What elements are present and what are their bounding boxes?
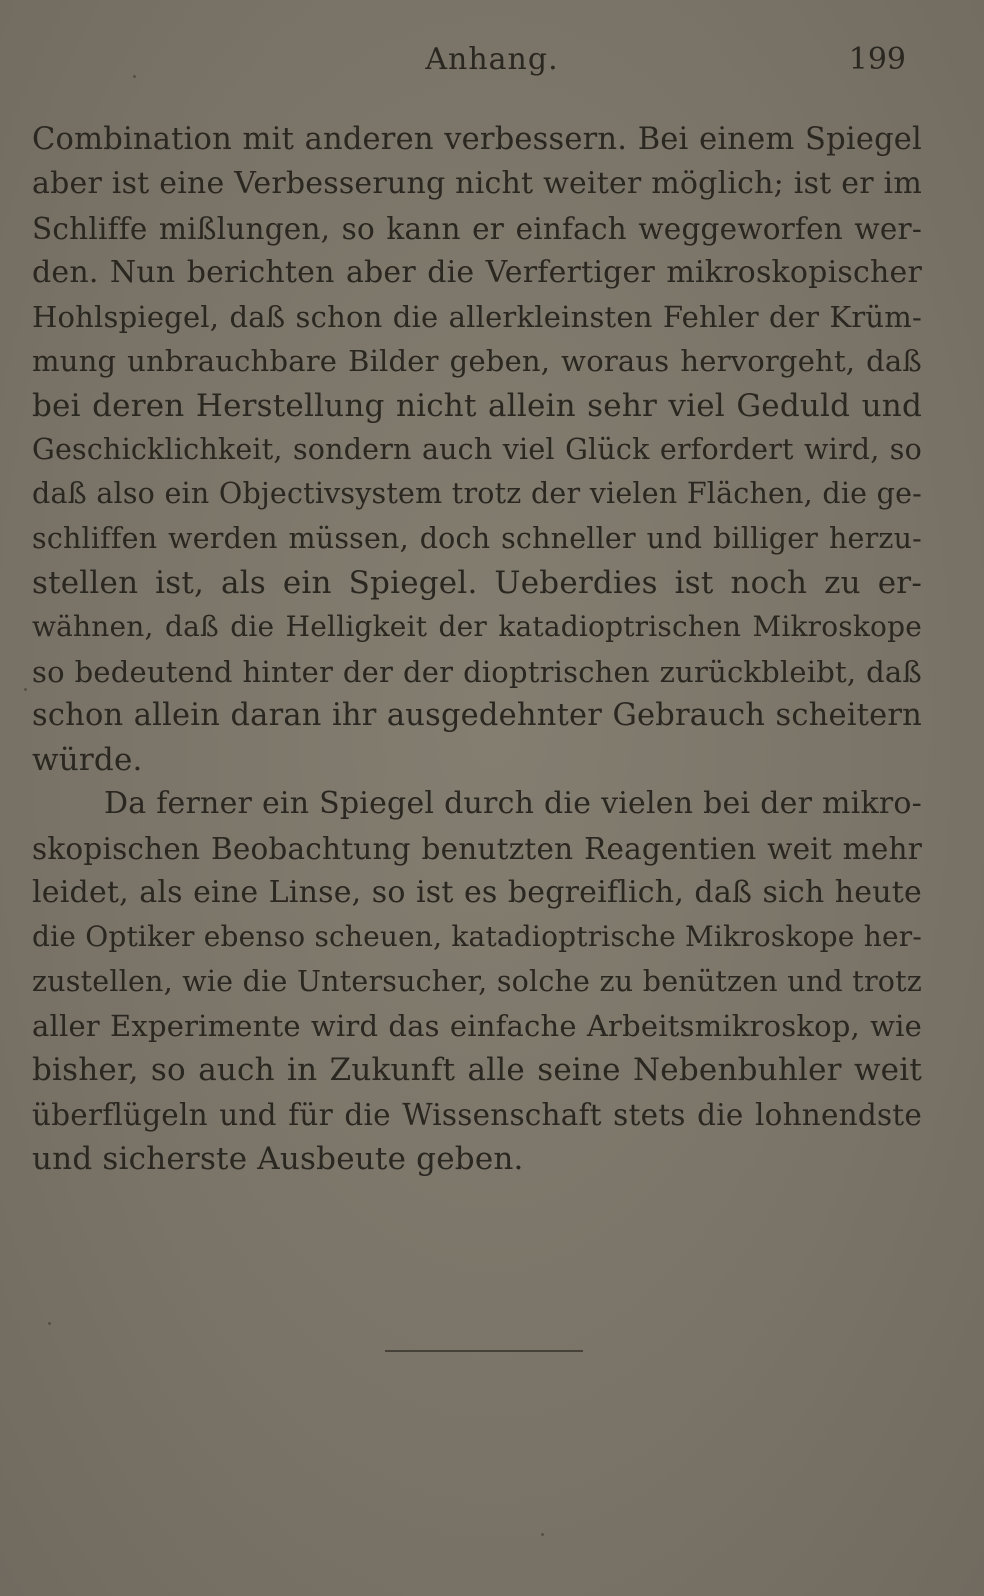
text-line: wähnen, daß die Helligkeit der katadioptrischen Mikroskope xyxy=(32,610,922,644)
paper-speck xyxy=(541,1533,544,1536)
text-line: daß also ein Objectivsystem trotz der vielen Flächen, die ge- xyxy=(32,477,922,511)
paragraph-2 xyxy=(32,782,922,1181)
running-head xyxy=(0,40,984,84)
text-line: skopischen Beobachtung benutzten Reagentien weit mehr xyxy=(32,831,922,866)
page-number: 199 xyxy=(848,42,906,77)
text-line: den. Nun berichten aber die Verfertiger mikroskopischer xyxy=(32,254,922,290)
text-line: aber ist eine Verbesserung nicht weiter möglich; ist er im xyxy=(32,166,922,202)
text-line: und sicherste Ausbeute geben. xyxy=(32,1140,524,1177)
text-line: überflügeln und für die Wissenschaft stets die lohnendste xyxy=(32,1097,922,1132)
text-line: aller Experimente wird das einfache Arbeitsmikroskop, wie xyxy=(32,1008,922,1043)
text-line: Schliffe mißlungen, so kann er einfach weggeworfen wer- xyxy=(32,211,922,246)
text-line: so bedeutend hinter der der dioptrischen zurückbleibt, daß xyxy=(32,654,922,689)
text-line: Hohlspiegel, daß schon die allerkleinsten Fehler der Krüm- xyxy=(32,300,922,335)
end-rule xyxy=(385,1350,583,1352)
text-line: bei deren Herstellung nicht allein sehr viel Geduld und xyxy=(32,387,922,424)
paper-speck xyxy=(133,75,136,78)
body-text xyxy=(32,118,922,1181)
text-line: schon allein daran ihr ausgedehnter Gebrauch scheitern xyxy=(32,697,922,733)
text-line: die Optiker ebenso scheuen, katadioptrische Mikroskope her- xyxy=(32,920,922,954)
text-line: Da ferner ein Spiegel durch die vielen bei der mikro- xyxy=(104,786,922,822)
paper-speck xyxy=(48,1322,51,1325)
text-line: Combination mit anderen verbessern. Bei einem Spiegel xyxy=(32,122,922,157)
paragraph-1 xyxy=(32,118,922,782)
text-line: würde. xyxy=(32,742,143,779)
text-line: zustellen, wie die Untersucher, solche zu benützen und trotz xyxy=(32,964,922,998)
text-line: leidet, als eine Linse, so ist es begreiflich, daß sich heute xyxy=(32,875,922,911)
running-title: Anhang. xyxy=(425,42,559,77)
text-line: mung unbrauchbare Bilder geben, woraus hervorgeht, daß xyxy=(32,344,922,379)
text-line: bisher, so auch in Zukunft alle seine Nebenbuhler weit xyxy=(32,1052,922,1089)
text-line: Geschicklichkeit, sondern auch viel Glück erfordert wird, so xyxy=(32,433,922,467)
text-line: schliffen werden müssen, doch schneller und billiger herzu- xyxy=(32,521,922,555)
paper-speck xyxy=(24,688,27,691)
text-line: stellen ist, als ein Spiegel. Ueberdies ist noch zu er- xyxy=(32,564,922,601)
